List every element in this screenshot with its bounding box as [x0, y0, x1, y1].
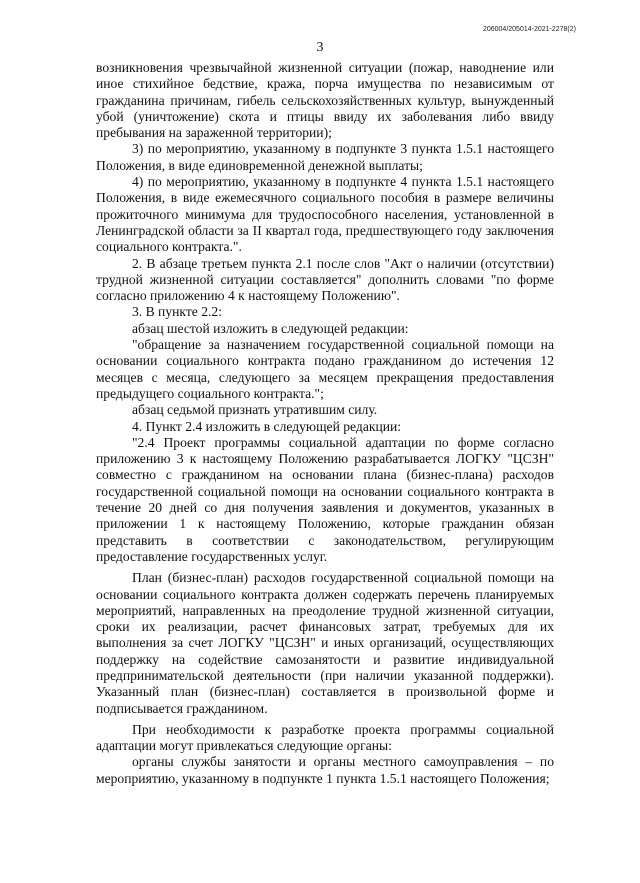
paragraph: абзац седьмой признать утратившим силу.: [132, 402, 378, 418]
paragraph: При необходимости к разработке проекта программы социальной адаптации могут привлекаться следующие органы:: [96, 721, 554, 754]
paragraph: 3) по мероприятию, указанному в подпункте 3 пункта 1.5.1 настоящего Положения, в виде единовременной денежной выплаты;: [96, 141, 554, 173]
paragraph: План (бизнес-план) расходов государственной социальной помощи на основании социального контракта должен содержать перечень планируемых мероприятий, направленных на преодоление трудной жизненной ситуации, сроки их реализации, расчет финансовых затрат, требуемых для их выполнения за счет ЛОГКУ "ЦСЗН" и иных организаций, осуществляющих поддержку на содействие самозанятости и развитие индивидуальной предпринимательской деятельности (при наличии указанной поддержки). Указанный план (бизнес-план) составляется в произвольной форме и подписывается гражданином.: [96, 570, 554, 716]
paragraph: 4) по мероприятию, указанному в подпункте 4 пункта 1.5.1 настоящего Положения, в виде ежемесячного социального пособия в размере величины прожиточного минимума для трудоспособного населения, установленной в Ленинградской области за II квартал года, предшествующего году заключения социального контракта.".: [96, 174, 554, 255]
paragraph: "2.4 Проект программы социальной адаптации по форме согласно приложению 3 к настоящему Положению разрабатывается ЛОГКУ "ЦСЗН" совместно с гражданином на основании плана (бизнес-плана) расходов государственной социальной помощи на основании социального контракта в течение 20 дней со дня получения заявления и документов, указанных в приложении 1 к настоящему Положению, которые гражданин обязан представить в соответствии с законодательством, регулирующим предоставление государственных услуг.: [96, 434, 554, 564]
document-body: [96, 60, 554, 787]
paragraph: абзац шестой изложить в следующей редакции:: [132, 320, 409, 336]
document-number: 206004/205014-2021-2278(2): [482, 26, 576, 33]
paragraph: органы службы занятости и органы местного самоуправления – по мероприятию, указанному в подпункте 1 пункта 1.5.1 настоящего Положения;: [96, 754, 554, 786]
paragraph: 4. Пункт 2.4 изложить в следующей редакции:: [132, 418, 402, 434]
paragraph: "обращение за назначением государственной социальной помощи на основании социального контракта подано гражданином до истечения 12 месяцев с месяца, следующего за месяцем прекращения предоставления предыдущего социального контракта.";: [96, 337, 554, 401]
paragraph: 2. В абзаце третьем пункта 2.1 после слов "Акт о наличии (отсутствии) трудной жизненной ситуации составляется" дополнить словами "по форме согласно приложению 4 к настоящему Положению".: [96, 255, 554, 304]
paragraph: 3. В пункте 2.2:: [132, 304, 222, 320]
page-number: 3: [316, 40, 324, 55]
paragraph: возникновения чрезвычайной жизненной ситуации (пожар, наводнение или иное стихийное бедствие, кража, порча имущества по независимым от гражданина причинам, гибель сельскохозяйственных культур, вынужденный убой (уничтожение) скота и птицы ввиду их заболевания либо ввиду пребывания на зараженной территории);: [96, 60, 554, 141]
